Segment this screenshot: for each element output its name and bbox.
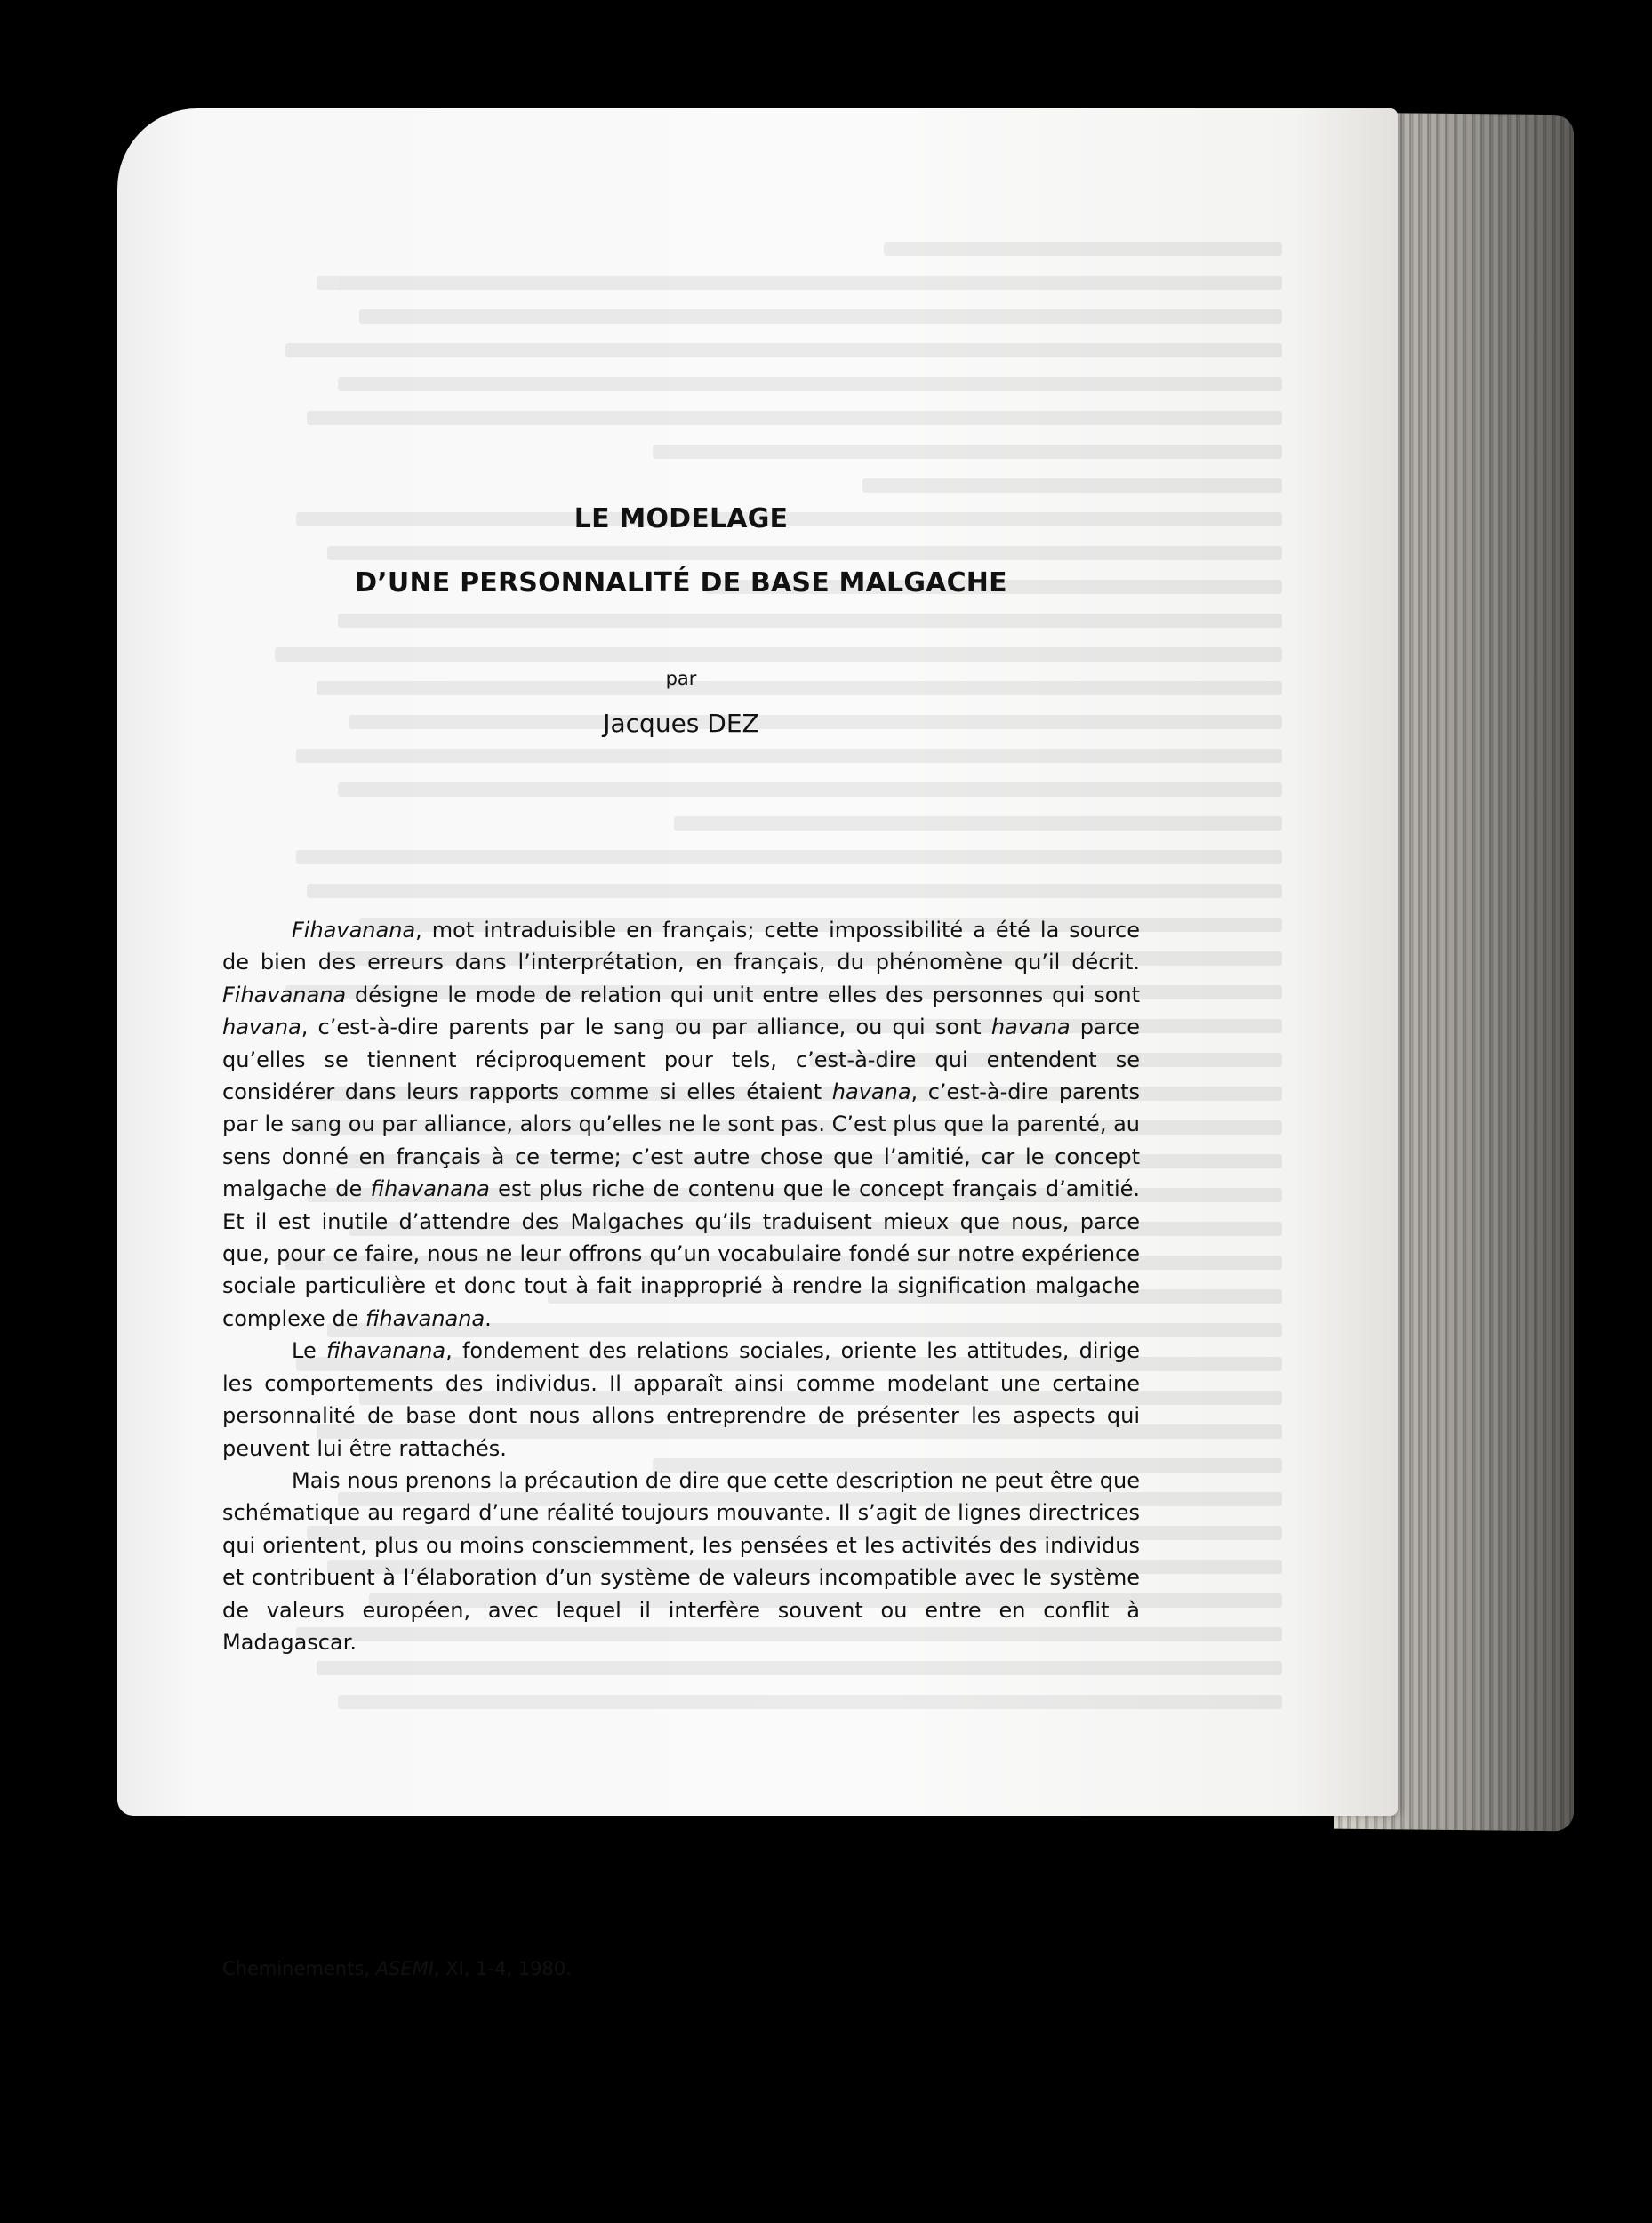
text-run: parce qu’elles se tiennent réciproquement pour tels, c’est-à-dire qui entendent se considérer dans leurs rapports comme si elles étaient	[222, 1015, 1140, 1105]
italic-term: Fihavanana	[292, 918, 416, 943]
citation	[222, 1958, 572, 1979]
bleed-line	[317, 276, 1282, 290]
text-run: , c’est-à-dire parents par le sang ou par alliance, alors qu’elles ne le sont pas. C’est plus que la parenté, au sens donné en français à ce terme; c’est autre chose que l’amitié, car le concept malgache de	[222, 1079, 1140, 1202]
bleed-line	[317, 1661, 1282, 1675]
body-paragraph	[222, 914, 1140, 1335]
byline-par: par	[665, 668, 697, 689]
text-run: , mot intraduisible en français; cette impossibilité a été la source de bien des erreurs dans l’interprétation, en français, du phénomène qu’il décrit.	[222, 918, 1140, 975]
bleed-line	[359, 309, 1282, 324]
text-run: est plus riche de contenu que le concept français d’amitié. Et il est inutile d’attendre des Malgaches qu’ils traduisent mieux que nous, parce que, pour ce faire, nous ne leur offrons qu’un vocabulaire fondé sur notre expérience sociale particulière et donc tout à fait inapproprié à rendre la signification malgache complexe de	[222, 1176, 1141, 1331]
text-run: , fondement des relations sociales, oriente les attitudes, dirige les comportements des individus. Il apparaît ainsi comme modelant une certaine personnalité de base dont nous allons entreprendre de présenter les aspects qui peuvent lui être rattachés.	[222, 1338, 1141, 1461]
text-run: , c’est-à-dire parents par le sang ou par alliance, ou qui sont	[301, 1015, 991, 1040]
italic-term: fihavanana	[325, 1338, 446, 1364]
bleed-line	[285, 343, 1282, 357]
bleed-line	[862, 478, 1282, 493]
text-run: désigne le mode de relation qui unit entre elles des personnes qui sont	[346, 982, 1140, 1007]
article-title-line-1: LE MODELAGE	[573, 503, 789, 534]
bleed-line	[653, 445, 1282, 459]
italic-term: fihavanana	[370, 1176, 490, 1202]
citation-series: ASEMI	[375, 1958, 434, 1979]
body-paragraph	[222, 1465, 1140, 1658]
text-run: .	[485, 1305, 492, 1331]
bleed-line	[884, 242, 1282, 256]
text-run: Le	[292, 1338, 326, 1364]
text-run: Mais nous prenons la précaution de dire que cette description ne peut être que schématique au regard d’une réalité toujours mouvante. Il s’agit de lignes directrices qui orientent, plus ou moins consciemment, les pensées et les activités des individus et contribuent à l’élaboration d’un système de valeurs incompatible avec le système de valeurs européen, avec lequel il interfère souvent ou entre en conflit à Madagascar.	[222, 1467, 1140, 1655]
italic-term: fihavanana	[365, 1305, 485, 1331]
book-page	[117, 108, 1398, 1979]
italic-term: havana	[831, 1079, 911, 1105]
author-name: Jacques DEZ	[603, 709, 759, 738]
italic-term: havana	[990, 1015, 1071, 1040]
article-content	[222, 500, 1140, 1658]
citation-journal: Cheminements,	[222, 1958, 376, 1979]
italic-term: Fihavanana	[222, 982, 347, 1007]
bleed-line	[338, 1695, 1282, 1709]
body-paragraph	[222, 1335, 1140, 1465]
article-title-line-2: D’UNE PERSONNALITÉ DE BASE MALGACHE	[355, 567, 1007, 598]
italic-term: havana	[222, 1015, 301, 1040]
citation-volume: , XI, 1-4, 1980.	[433, 1958, 572, 1979]
bleed-line	[307, 411, 1282, 425]
article-body	[222, 914, 1140, 1658]
bleed-line	[338, 377, 1282, 391]
